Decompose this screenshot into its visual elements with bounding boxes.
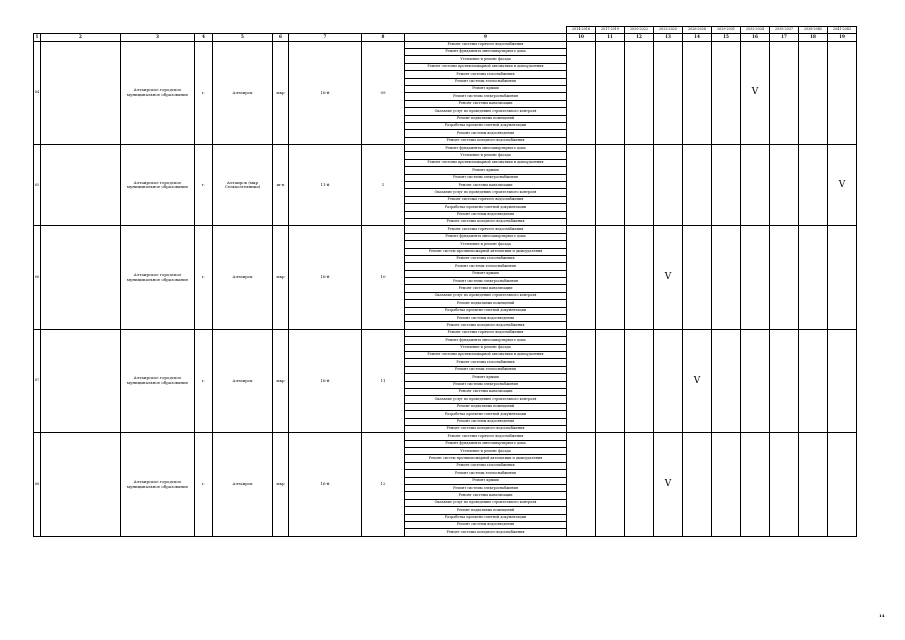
work-item: Ремонт системы горячего водоснабжения: [405, 433, 567, 440]
street-type: мкр: [273, 433, 289, 536]
house-number: 16-й: [289, 41, 362, 144]
street-type: мкр: [273, 41, 289, 144]
work-item: Ремонт системы теплоснабжения: [405, 263, 567, 270]
work-item: Ремонт крыши: [405, 167, 567, 174]
year-cell: [596, 41, 625, 144]
row-blank-cell: [41, 41, 121, 144]
work-item: Ремонт системы водоотведения: [405, 130, 567, 137]
municipality-name: Алтаирское городское муниципальное образование: [121, 226, 195, 329]
work-item: Ремонт крыши: [405, 477, 567, 484]
year-cell: [625, 433, 654, 536]
column-number-row: [34, 34, 857, 42]
column-number-cell: 5: [213, 34, 273, 42]
column-number-cell: 18: [799, 34, 828, 42]
year-cell: [741, 226, 770, 329]
year-cell: [770, 433, 799, 536]
work-item: Ремонт крыши: [405, 270, 567, 277]
work-item: Ремонт системы горячего водоснабжения: [405, 226, 567, 233]
header-blank-cell: [289, 27, 362, 34]
year-cell: [741, 329, 770, 432]
year-cell: [712, 226, 741, 329]
page-number: 14: [879, 613, 885, 618]
year-header-cell: 2023-2025: [654, 27, 683, 34]
column-number-cell: 12: [625, 34, 654, 42]
work-item: Ремонт системы газоснабжения: [405, 255, 567, 262]
column-number-cell: 1: [34, 34, 41, 42]
row-number: 64: [34, 41, 41, 144]
work-item: Ремонт системы холодного водоснабжения: [405, 529, 567, 536]
row-number: 67: [34, 329, 41, 432]
locality-name: Алтаирск: [213, 433, 273, 536]
year-cell: [712, 433, 741, 536]
building-number: 09: [362, 41, 405, 144]
work-item: Ремонт крыши: [405, 85, 567, 92]
building-number: 11: [362, 329, 405, 432]
year-cell: [712, 41, 741, 144]
year-cell: [683, 145, 712, 226]
year-cell: [799, 329, 828, 432]
year-cell: [770, 145, 799, 226]
row-number: 68: [34, 433, 41, 536]
year-cell: [567, 41, 596, 144]
municipality-name: Алтаирское городское муниципальное образование: [121, 329, 195, 432]
work-item: Ремонт системы газоснабжения: [405, 71, 567, 78]
column-number-cell: 13: [654, 34, 683, 42]
work-item: Ремонт системы газоснабжения: [405, 359, 567, 366]
work-item: Ремонт подвальных помещений: [405, 115, 567, 122]
repair-mark: V: [654, 226, 683, 329]
work-item: Ремонт системы электроснабжения: [405, 381, 567, 388]
work-item: Ремонт системы водоотведения: [405, 521, 567, 528]
work-item: Ремонт фундамента многоквартирного дома: [405, 440, 567, 447]
year-cell: [770, 41, 799, 144]
work-item: Утепление и ремонт фасада: [405, 448, 567, 455]
column-number-cell: 16: [741, 34, 770, 42]
work-item: Ремонт подвальных помещений: [405, 403, 567, 410]
year-header-cell: 2017-2019: [596, 27, 625, 34]
work-item: Ремонт системы противопожарной автоматики и дымоудаления: [405, 63, 567, 70]
house-number: 16-й: [289, 329, 362, 432]
year-cell: [625, 329, 654, 432]
table-row: [34, 226, 857, 233]
work-item: Ремонт фундамента многоквартирного дома: [405, 145, 567, 152]
year-cell: [654, 329, 683, 432]
header-blank-cell: [34, 27, 41, 34]
repair-mark: V: [741, 41, 770, 144]
repair-mark: V: [683, 329, 712, 432]
municipality-name: Алтаирское городское муниципальное образование: [121, 145, 195, 226]
work-item: Ремонт системы теплоснабжения: [405, 366, 567, 373]
year-cell: [741, 145, 770, 226]
work-item: Ремонт системы теплоснабжения: [405, 78, 567, 85]
column-number-cell: 8: [362, 34, 405, 42]
table-row: [34, 41, 857, 48]
year-cell: [567, 226, 596, 329]
work-item: Ремонт системы канализации: [405, 285, 567, 292]
table-row: [34, 145, 857, 152]
row-blank-cell: [41, 145, 121, 226]
table-row: [34, 433, 857, 440]
year-header-cell: 2026-2028: [683, 27, 712, 34]
header-blank-cell: [362, 27, 405, 34]
year-cell: [828, 329, 857, 432]
repair-schedule-table: [33, 26, 857, 537]
column-number-cell: 3: [121, 34, 195, 42]
work-item: Ремонт подвальных помещений: [405, 507, 567, 514]
settlement-type: г.: [195, 433, 213, 536]
year-header-cell: 2020-2022: [625, 27, 654, 34]
building-number: 1: [362, 145, 405, 226]
repair-mark: V: [828, 145, 857, 226]
work-item: Оказание услуг по проведению строительного контроля: [405, 292, 567, 299]
year-cell: [567, 329, 596, 432]
work-item: Ремонт системы противопожарной автоматики и дымоудаления: [405, 159, 567, 166]
work-item: Разработка проектно-сметной документации: [405, 411, 567, 418]
work-item: Ремонт системы холодного водоснабжения: [405, 218, 567, 225]
work-item: Ремонт фундамента многоквартирного дома: [405, 48, 567, 55]
header-blank-cell: [41, 27, 121, 34]
year-cell: [683, 226, 712, 329]
work-item: Ремонт системы холодного водоснабжения: [405, 425, 567, 432]
year-cell: [596, 226, 625, 329]
work-item: Ремонт системы электроснабжения: [405, 278, 567, 285]
work-item: Ремонт крыши: [405, 374, 567, 381]
year-cell: [712, 329, 741, 432]
row-number: 66: [34, 226, 41, 329]
year-header-cell: 2029-2031: [712, 27, 741, 34]
row-blank-cell: [41, 433, 121, 536]
settlement-type: г.: [195, 41, 213, 144]
year-cell: [799, 41, 828, 144]
column-number-cell: 11: [596, 34, 625, 42]
settlement-type: г.: [195, 226, 213, 329]
year-cell: [741, 433, 770, 536]
header-blank-cell: [405, 27, 567, 34]
work-item: Ремонт подвальных помещений: [405, 300, 567, 307]
work-item: Ремонт системы электроснабжения: [405, 174, 567, 181]
year-cell: [799, 226, 828, 329]
year-cell: [596, 433, 625, 536]
year-cell: [567, 145, 596, 226]
year-cell: [828, 226, 857, 329]
header-blank-cell: [213, 27, 273, 34]
year-cell: [625, 145, 654, 226]
work-item: Ремонт систем противопожарной автоматики и дымоудаления: [405, 248, 567, 255]
year-cell: [625, 226, 654, 329]
work-item: Ремонт системы горячего водоснабжения: [405, 41, 567, 48]
work-item: Оказание услуг по проведению строительного контроля: [405, 396, 567, 403]
year-cell: [596, 329, 625, 432]
work-item: Оказание услуг по проведению строительного контроля: [405, 499, 567, 506]
work-item: Ремонт системы теплоснабжения: [405, 470, 567, 477]
house-number: 16-й: [289, 433, 362, 536]
work-item: Ремонт системы газоснабжения: [405, 462, 567, 469]
column-number-cell: 14: [683, 34, 712, 42]
year-header-cell: 2038-2040: [799, 27, 828, 34]
street-type: мкр: [273, 329, 289, 432]
work-item: Ремонт системы горячего водоснабжения: [405, 329, 567, 336]
year-cell: [770, 329, 799, 432]
year-header-cell: 2035-2037: [770, 27, 799, 34]
work-item: Ремонт системы холодного водоснабжения: [405, 322, 567, 329]
year-cell: [683, 433, 712, 536]
work-item: Ремонт систем противопожарной автоматики и дымоудаления: [405, 455, 567, 462]
row-blank-cell: [41, 329, 121, 432]
work-item: Утепление и ремонт фасада: [405, 56, 567, 63]
work-item: Ремонт системы водоотведения: [405, 418, 567, 425]
street-type: мкр: [273, 226, 289, 329]
column-number-cell: 4: [195, 34, 213, 42]
work-item: Ремонт системы канализации: [405, 492, 567, 499]
building-number: 10: [362, 226, 405, 329]
locality-name: Алтаирск: [213, 329, 273, 432]
locality-name: Алтаирск: [213, 226, 273, 329]
work-item: Оказание услуг по проведению строительного контроля: [405, 108, 567, 115]
year-header-cell: 2014-2016: [567, 27, 596, 34]
work-item: Разработка проектно-сметной документации: [405, 514, 567, 521]
settlement-type: г.: [195, 329, 213, 432]
year-header-row: [34, 27, 857, 34]
work-item: Утепление и ремонт фасада: [405, 241, 567, 248]
work-item: Утепление и ремонт фасада: [405, 152, 567, 159]
table-body: [34, 27, 857, 537]
municipality-name: Алтаирское городское муниципальное образование: [121, 41, 195, 144]
year-cell: [799, 145, 828, 226]
building-number: 12: [362, 433, 405, 536]
work-item: Ремонт системы водоотведения: [405, 211, 567, 218]
locality-name: Алтаирск: [213, 41, 273, 144]
street-type: ш-п: [273, 145, 289, 226]
row-blank-cell: [41, 226, 121, 329]
work-item: Ремонт системы горячего водоснабжения: [405, 196, 567, 203]
year-cell: [828, 41, 857, 144]
house-number: 16-й: [289, 226, 362, 329]
column-number-cell: 17: [770, 34, 799, 42]
year-cell: [799, 433, 828, 536]
column-number-cell: 15: [712, 34, 741, 42]
work-item: Ремонт системы электроснабжения: [405, 485, 567, 492]
table-row: [34, 329, 857, 336]
work-item: Ремонт системы канализации: [405, 100, 567, 107]
year-header-cell: 2041-2043: [828, 27, 857, 34]
work-item: Утепление и ремонт фасада: [405, 344, 567, 351]
repair-mark: V: [654, 433, 683, 536]
year-cell: [828, 433, 857, 536]
work-item: Ремонт системы холодного водоснабжения: [405, 137, 567, 144]
column-number-cell: 10: [567, 34, 596, 42]
year-cell: [625, 41, 654, 144]
column-number-cell: 6: [273, 34, 289, 42]
work-item: Ремонт системы электроснабжения: [405, 93, 567, 100]
locality-name: Алтаирск (мкр Сельхозтехника): [213, 145, 273, 226]
row-number: 65: [34, 145, 41, 226]
work-item: Разработка проектно-сметной документации: [405, 204, 567, 211]
column-number-cell: 7: [289, 34, 362, 42]
column-number-cell: 19: [828, 34, 857, 42]
work-item: Ремонт системы водоотведения: [405, 315, 567, 322]
header-blank-cell: [195, 27, 213, 34]
municipality-name: Алтаирское городское муниципальное образование: [121, 433, 195, 536]
work-item: Оказание услуг по проведению строительного контроля: [405, 189, 567, 196]
year-header-cell: 2032-2034: [741, 27, 770, 34]
house-number: 11-й: [289, 145, 362, 226]
header-blank-cell: [121, 27, 195, 34]
work-item: Ремонт системы канализации: [405, 388, 567, 395]
work-item: Ремонт системы канализации: [405, 182, 567, 189]
work-item: Ремонт фундамента многоквартирного дома: [405, 337, 567, 344]
year-cell: [712, 145, 741, 226]
column-number-cell: 9: [405, 34, 567, 42]
year-cell: [567, 433, 596, 536]
year-cell: [770, 226, 799, 329]
work-item: Разработка проектно-сметной документации: [405, 122, 567, 129]
work-item: Ремонт системы противопожарной автоматики и дымоудаления: [405, 352, 567, 359]
year-cell: [654, 145, 683, 226]
column-number-cell: 2: [41, 34, 121, 42]
year-cell: [683, 41, 712, 144]
year-cell: [654, 41, 683, 144]
header-blank-cell: [273, 27, 289, 34]
settlement-type: г.: [195, 145, 213, 226]
work-item: Ремонт фундамента многоквартирного дома: [405, 233, 567, 240]
work-item: Разработка проектно-сметной документации: [405, 307, 567, 314]
year-cell: [596, 145, 625, 226]
